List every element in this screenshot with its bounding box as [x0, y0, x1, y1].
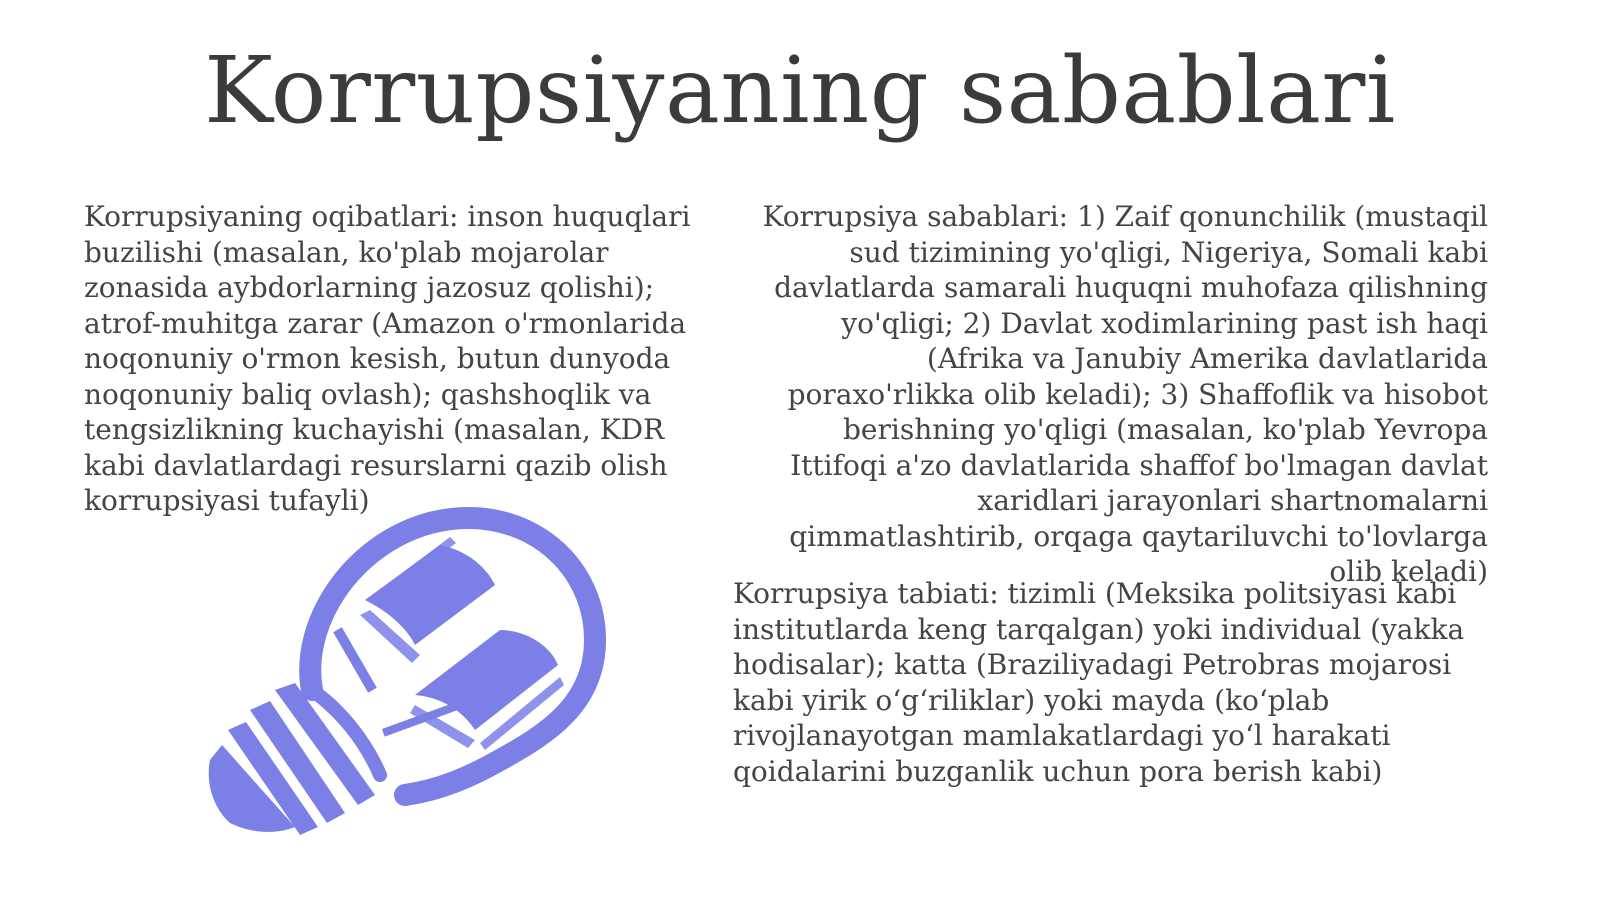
nature-text: Korrupsiya tabiati: tizimli (Meksika politsiyasi kabi institutlarda keng tarqalgan) yoki individual (yakka hodisalar); katta (Braziliyadagi Petrobras mojarosi kabi yirik o‘g‘riliklar) yoki mayda (ko‘plab rivojlanayotgan mamlakatlardagi yo‘l harakati qoidalarini buzganlik uchun pora berish kabi) — [733, 577, 1465, 788]
consequences-text: Korrupsiyaning oqibatlari: inson huquqlari buzilishi (masalan, ko'plab mojarolar zonasida aybdorlarning jazosuz qolishi); atrof-muhitga zarar (Amazon o'rmonlarida noqonuniy o'rmon kesish, butun dunyoda noqonuniy baliq ovlash); qashshoqlik va tengsizlikning kuchayishi (masalan, KDR kabi davlatlardagi resurslarni qazib olish korrupsiyasi tufayli) — [84, 200, 691, 517]
slide-title: Korrupsiyaning sabablari — [204, 37, 1396, 144]
lightbulb-book-icon — [200, 505, 630, 850]
causes-text: Korrupsiya sabablari: 1) Zaif qonunchilik (mustaqil sud tizimining yo'qligi, Nigeriya, Somali kabi davlatlarda samarali huquqni muhofaza qilishning yo'qligi; 2) Davlat xodimlarining past ish haqi (Afrika va Janubiy Amerika davlatlarida poraxo'rlikka olib keladi); 3) Shaffoflik va hisobot berishning yo'qligi (masalan, ko'plab Yevropa Ittifoqi a'zo davlatlarida shaffof bo'lmagan davlat xaridlari jarayonlari shartnomalarni qimmatlashtirib, orqaga qaytariluvchi to'lovlarga olib keladi) — [762, 200, 1488, 588]
